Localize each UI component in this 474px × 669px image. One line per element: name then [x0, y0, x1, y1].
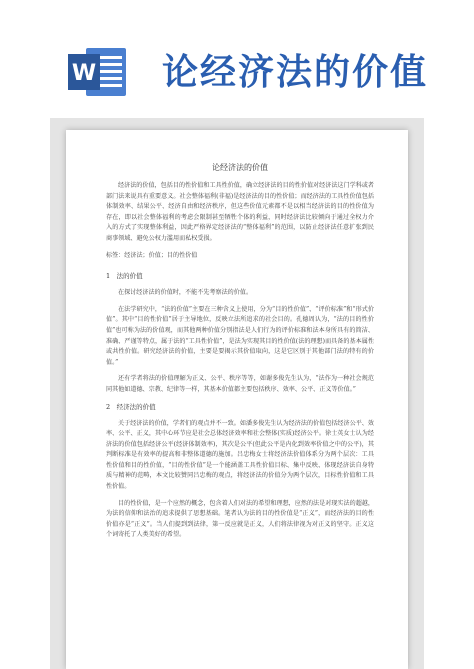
body-paragraph: 在法学研究中，“法的价值”主要在三种含义上使用，分为“目的性价值”、“评价标准”和“形式价值”。其中“目的性价值”居于主导地位，反映立法所追求的社会目的。孔德周认为，“法的目的性价值”也可称为法的价值观，而其他两种价值分别指法是人们行为的评价标准和法本身所具有的简洁、准确、严谨等特点，属于法的“工具性价值”，是法为实现其目的性价值(法的理想)而具备的基本属性或共性价值。研究经济法的价值，主要是要揭示其价值取向，这是它区别于其他部门法的特有的价值。”	[106, 305, 374, 366]
body-paragraph: 在探讨经济法的价值时，不能不先考察法的价值。	[118, 289, 253, 297]
section-heading: 2 经济法的价值	[106, 402, 156, 411]
svg-text:W: W	[71, 61, 97, 86]
word-doc-icon	[66, 44, 128, 100]
abstract-paragraph: 经济法的价值，包括目的性价值和工具性价值，确立经济法的目的性价值对经济法这门学科或者部门法来说具有重要意义。社会整体福利(非福)是经济法的目的性价值；而经济法的工具性价值包括体制效率、结果公平、经济自由和经济秩序，但这些价值元素都不是以相当经济法的目的性价值为存在，即以社会整体福利的考虑会限制甚至牺牲个体的利益，同时经济法比较倾向于通过全权力介入的方式了实现整体利益，因此严格界定经济法的“整体福利”的范围，以防止经济法任意扩张到民商事领域、避免公权力滥用而私权受损。	[106, 182, 374, 242]
document-content	[106, 162, 374, 547]
banner	[0, 0, 474, 120]
body-paragraph: 关于经济法的价值，学者们的观点并不一致。如潘多俊先生认为经济法的价值包括经济公平、效率、公平、正义，其中心环节应是社会总体经济效率和社会整体(实质)经济公平。徐士英女士认为经济法的价值包括经济公平(经济体制效率)，其次是公平(但此公平是内化到效率价值之中的公平)，其判断标准是有效率的提高和非整体道德的施加。吕忠梅女士将经济法价值体系分为两个层次：工具性价值和目的性价值，“目的性价值”是一个能涵盖工具性价值目标、集中反映、体现经济法自身特质与精神的范畴，本文比较赞同吕忠梅的观点，将经济法的价值分为两个层次，目标性价值和工具性价值。	[106, 419, 374, 491]
section-heading: 1 法的价值	[106, 272, 143, 281]
body-paragraph: 还有学者将法的价值理解为正义、公平、秩序等等，如谢多俊先生认为，“法作为一种社会规范同其他如道德、宗教、纪律等一样，其基本价值都主要包括秩序、效率、公平、正义等价值。”	[106, 375, 374, 393]
document-page	[66, 130, 408, 669]
document-heading: 论经济法的价值	[212, 163, 268, 172]
document-title-banner: 论经济法的价值	[162, 52, 429, 93]
body-paragraph: 目的性价值，是一个应然的概念，包含着人们对法的希望和理想，应然的法是对现实法的超越，为法的信仰和法治的追求提供了思想基础。笔者认为法的目的性价值是“正义”，而经济法的目的性价值亦是“正义”。当人们提到到法律，第一反应就是正义，人们将法律视为对正义的坚守。正义这个词寄托了人类美好的希望。	[106, 499, 374, 539]
keywords-line: 标签：经济法；价值；目的性价值	[106, 251, 198, 259]
